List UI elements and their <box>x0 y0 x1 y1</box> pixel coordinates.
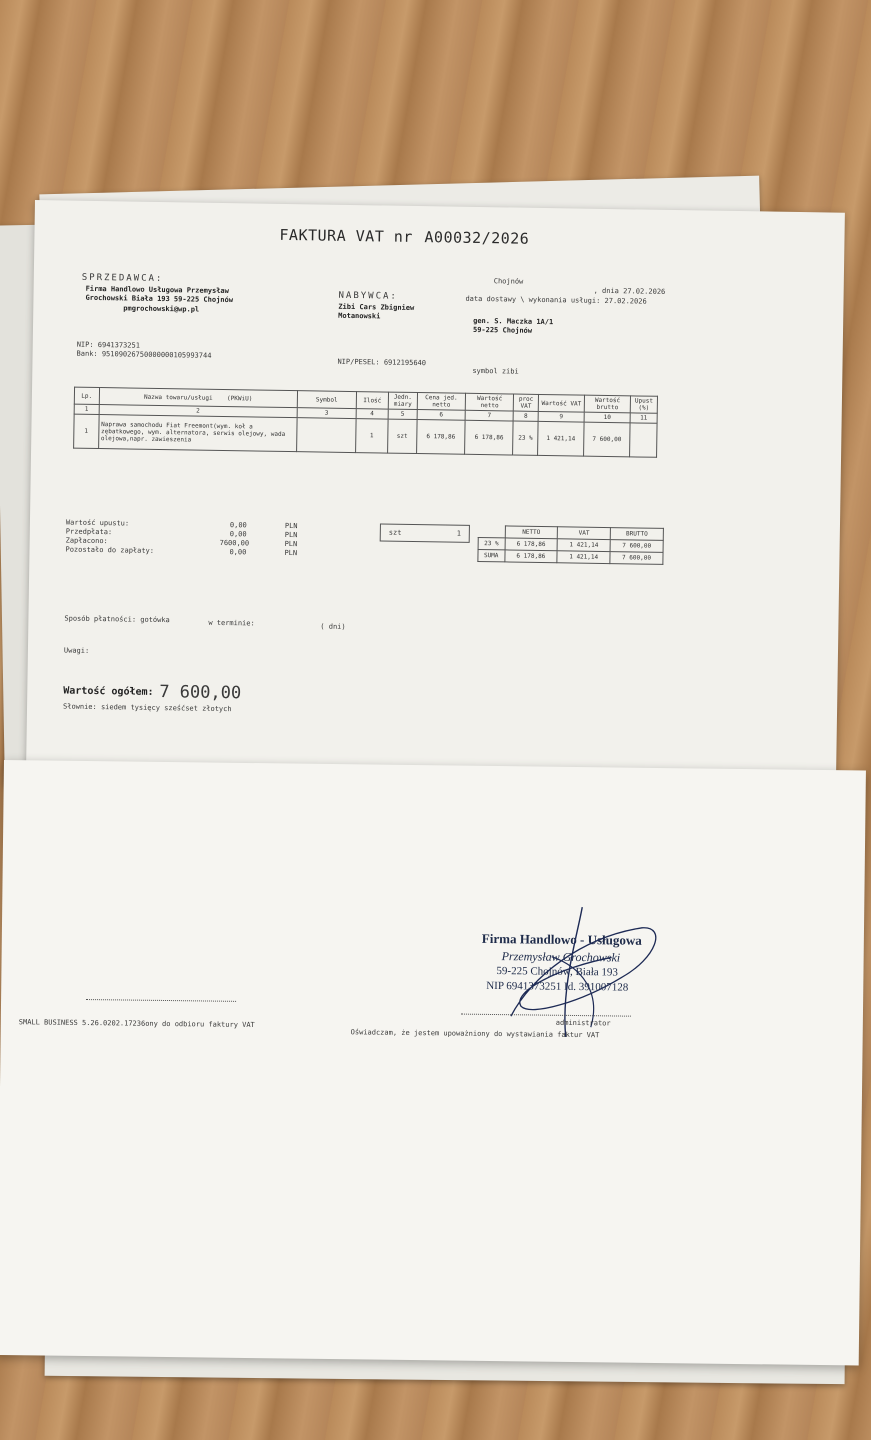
col-gross: Wartość brutto <box>584 395 630 413</box>
items-table <box>73 387 658 458</box>
summary-total-label: SUMA <box>478 550 505 562</box>
invoice-sheet-top <box>26 200 845 788</box>
col-name-label: Nazwa towaru/usługi <box>143 393 213 402</box>
summary-rate: 23 % <box>478 538 505 550</box>
num-cell: 4 <box>356 409 388 420</box>
footer-left: SMALL BUSINESS 5.26.0202.17236ony do odbioru faktury VAT <box>18 1018 255 1030</box>
invoice-number: A00032/2026 <box>424 228 530 248</box>
amount-in-words: Słownie: siedem tysięcy sześćset złotych <box>62 702 232 714</box>
col-qty: Ilość <box>356 392 388 410</box>
row-vat: 1 421,14 <box>538 421 585 456</box>
buyer-addr2: 59-225 Chojnów <box>472 325 533 335</box>
num-cell: 10 <box>584 412 630 423</box>
seller-bank: Bank: 95109026750000000105993744 <box>76 349 212 360</box>
row-qty: 1 <box>355 419 388 454</box>
invoice-sheet-bottom <box>0 760 866 1365</box>
num-cell: 5 <box>388 409 417 419</box>
seller-nip: NIP: 6941373251 <box>76 340 141 350</box>
buyer-symbol: symbol zibi <box>472 366 519 376</box>
row-vat-rate: 23 % <box>513 421 538 455</box>
num-cell: 1 <box>74 404 99 414</box>
footer-right: Oświadczam, że jestem upoważniony do wystawiania faktur VAT <box>350 1028 600 1040</box>
due-label: Pozostało do zapłaty: <box>65 545 155 555</box>
invoice-date: , dnia 27.02.2026 <box>593 286 666 296</box>
buyer-line1: Zibi Cars Zbigniew <box>338 302 415 312</box>
summary-gross: 7 600,00 <box>610 540 663 553</box>
summary-vat: 1 421,14 <box>557 539 610 552</box>
col-discount: Upust (%) <box>630 396 657 413</box>
col-pkwiu-label: (PKWiU) <box>227 394 253 402</box>
seller-email: pmgrochowski@wp.pl <box>123 304 200 314</box>
num-cell: 3 <box>297 408 356 419</box>
num-cell: 11 <box>630 413 657 423</box>
summary-corner <box>478 526 505 538</box>
prepaid-label: Przedpłata: <box>65 527 113 537</box>
summary-col-net: NETTO <box>505 526 558 539</box>
due-value: 0,00 <box>229 548 247 557</box>
discount-value: 0,00 <box>229 521 247 530</box>
num-cell: 8 <box>513 411 538 421</box>
vat-summary-table <box>477 525 664 565</box>
row-discount <box>630 423 657 457</box>
seller-heading: SPRZEDAWCA: <box>81 272 164 285</box>
stamp-line2: Przemysław Grochowski <box>501 949 621 965</box>
summary-total-gross: 7 600,00 <box>610 552 663 565</box>
col-symbol: Symbol <box>297 391 356 409</box>
total-label: Wartość ogółem: <box>63 685 154 698</box>
summary-total-net: 6 178,86 <box>504 550 557 563</box>
stamp-line4: NIP 6941373251 Id. 391007128 <box>486 979 629 994</box>
row-unit: szt <box>388 419 417 453</box>
payment-days: ( dni) <box>320 622 346 631</box>
delivery-date: data dostawy \ wykonania usługi: 27.02.2026 <box>465 294 647 306</box>
payment-method: Sposób płatności: gotówka <box>64 614 170 625</box>
col-vat: Wartość VAT <box>538 394 584 412</box>
summary-total-vat: 1 421,14 <box>557 551 610 564</box>
payment-deadline: w terminie: <box>208 618 255 628</box>
buyer-addr1: gen. S. Maczka 1A/1 <box>473 316 554 327</box>
summary-col-gross: BRUTTO <box>610 528 663 541</box>
invoice-place: Chojnów <box>493 277 524 286</box>
qty-box-value: 1 <box>456 529 462 538</box>
stamp-line3: 59-225 Chojnów, Biała 193 <box>496 965 619 979</box>
admin-label: administrator <box>555 1018 611 1028</box>
seller-line1: Firma Handlowo Usługowa Przemysław <box>85 284 229 296</box>
seller-line2: Grochowski Biała 193 59-225 Chojnów <box>85 293 234 305</box>
row-name: Naprawa samochodu Fiat Freemont(wym. koł a zębatkowego, wym. alternatora, serwis olejowy, wada olejowa,napr. zawieszenia <box>98 415 297 452</box>
num-cell: 9 <box>538 411 584 422</box>
summary-col-vat: VAT <box>558 527 611 540</box>
row-net: 6 178,86 <box>465 420 514 455</box>
col-lp: Lp. <box>74 387 99 404</box>
currency-3: PLN <box>284 539 298 549</box>
num-cell: 7 <box>465 410 513 421</box>
col-unit: Jedn. miary <box>388 392 417 409</box>
currency-1: PLN <box>284 521 298 531</box>
paid-label: Zapłacono: <box>65 536 108 546</box>
prepaid-value: 0,00 <box>229 530 247 539</box>
row-unit-price: 6 178,86 <box>416 420 465 455</box>
paid-value: 7600,00 <box>219 538 250 548</box>
num-cell: 2 <box>99 405 297 418</box>
stamp-line1: Firma Handlowo - Usługowa <box>481 930 642 948</box>
notes-label: Uwagi: <box>63 646 90 655</box>
invoice-title: FAKTURA VAT nr <box>279 225 414 246</box>
currency-2: PLN <box>284 530 298 540</box>
left-signature-line <box>86 999 236 1002</box>
buyer-nip: NIP/PESEL: 6912195640 <box>337 357 427 368</box>
table-row <box>478 550 663 565</box>
row-symbol <box>296 418 355 453</box>
buyer-line2: Motanowski <box>338 311 381 321</box>
total-value: 7 600,00 <box>159 682 242 704</box>
quantity-box <box>380 523 470 542</box>
col-unit-price: Cena jed. netto <box>417 393 465 411</box>
num-cell: 6 <box>417 410 465 421</box>
col-vat-rate: proc VAT <box>514 394 539 411</box>
discount-label: Wartość upustu: <box>65 518 130 528</box>
buyer-heading: NABYWCA: <box>338 290 398 302</box>
row-lp: 1 <box>74 414 99 448</box>
qty-box-label: szt <box>388 528 402 537</box>
summary-net: 6 178,86 <box>505 538 558 551</box>
currency-4: PLN <box>284 548 298 558</box>
row-gross: 7 600,00 <box>584 422 631 457</box>
col-net: Wartość netto <box>465 393 513 411</box>
